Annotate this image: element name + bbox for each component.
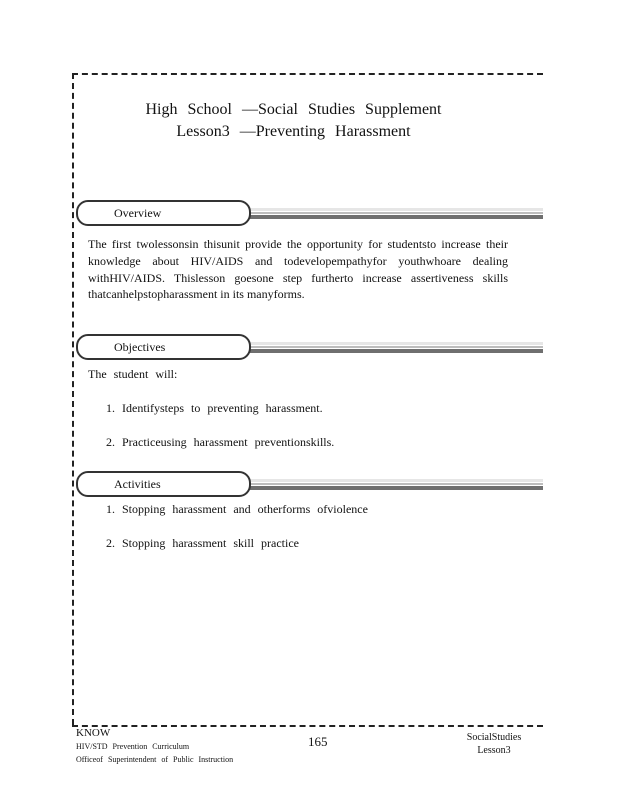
objectives-section-header — [76, 334, 543, 360]
page-number: 165 — [308, 734, 328, 749]
page-frame-bottom-border — [72, 725, 543, 727]
page-subtitle: Lesson3 —Preventing Harassment — [176, 123, 411, 140]
overview-rule — [214, 208, 543, 219]
objectives-lead: The student will: — [88, 367, 178, 381]
footer-subject: SocialStudies — [466, 732, 522, 743]
list-item: 1. Identifysteps to preventing harassment. — [106, 401, 323, 415]
page-frame-top-border — [72, 73, 543, 75]
objectives-rule — [214, 342, 543, 353]
activities-list — [106, 502, 368, 570]
objectives-list — [106, 401, 334, 469]
footer-curriculum: HIV/STD Prevention Curriculum — [76, 742, 190, 751]
activities-rule — [214, 479, 543, 490]
footer-know: KNOW — [76, 727, 111, 739]
list-item: 2. Stopping harassment skill practice — [106, 536, 299, 550]
footer-office: Officeof Superintendent of Public Instruction — [76, 755, 234, 764]
activities-section-header — [76, 471, 543, 497]
page-frame-left-border — [72, 73, 74, 725]
objectives-label: Objectives — [76, 334, 251, 360]
footer-lesson: Lesson3 — [477, 745, 511, 756]
overview-paragraph: The first twolessonsin thisunit provide the opportunity for studentsto increase their knowledge about HIV/AIDS and todevelopempathyfor youthwhoare dealing withHIV/AIDS. Thislesson goesone step furtherto increase assertiveness skills thatcanhelpstopharassment in its manyforms. — [88, 237, 508, 302]
page-title: High School —Social Studies Supplement — [145, 101, 442, 118]
overview-label: Overview — [76, 200, 251, 226]
list-item: 1. Stopping harassment and otherforms ofviolence — [106, 502, 368, 516]
list-item: 2. Practiceusing harassment preventionskills. — [106, 435, 335, 449]
overview-section-header — [76, 200, 543, 226]
activities-label: Activities — [76, 471, 251, 497]
